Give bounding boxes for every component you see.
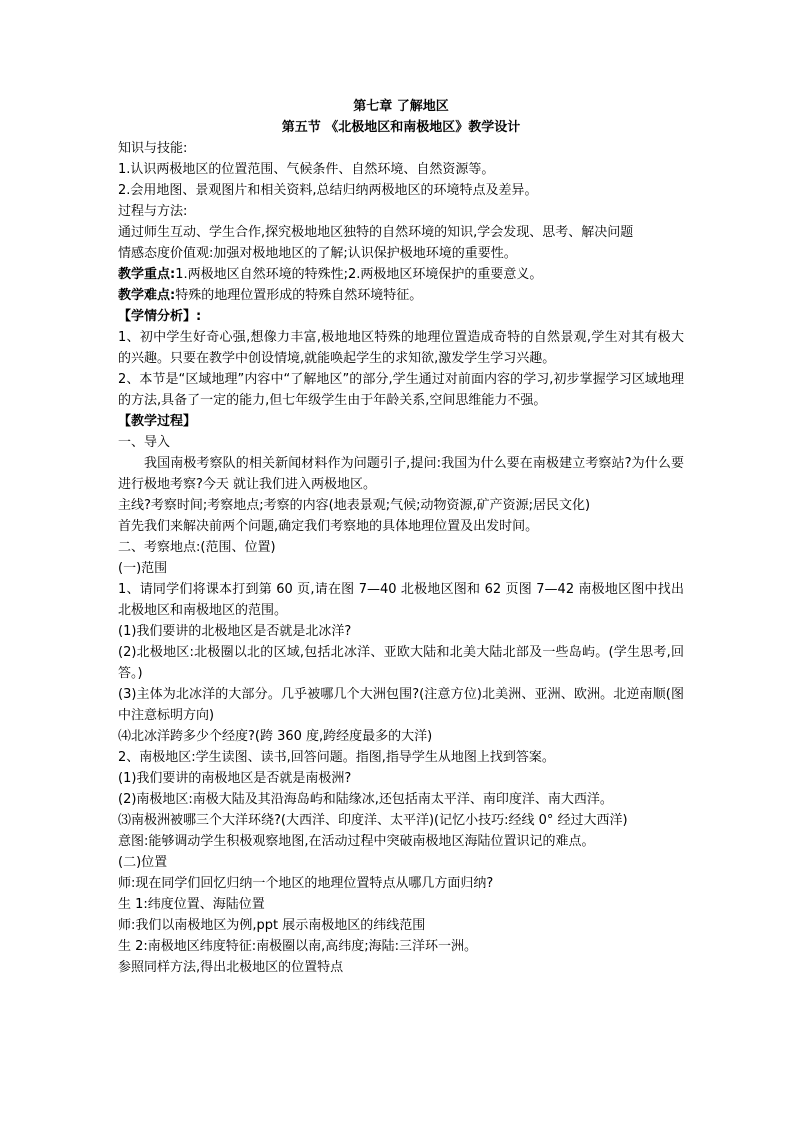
paragraph-text: 通过师生互动、学生合作,探究极地地区独特的自然环境的知识,学会发现、思考、解决问题 (118, 225, 634, 240)
paragraph (118, 915, 684, 936)
paragraph (118, 201, 684, 222)
paragraph-text: (一)范围 (118, 561, 168, 576)
paragraph-text: 参照同样方法,得出北极地区的位置特点 (118, 960, 344, 975)
paragraph (118, 411, 684, 432)
paragraph (118, 642, 684, 684)
paragraph (118, 789, 684, 810)
paragraph-text: (1)我们要讲的南极地区是否就是南极洲? (118, 771, 352, 786)
paragraph (118, 138, 684, 159)
paragraph-text: 知识与技能: (118, 141, 188, 156)
paragraph-text: 1、初中学生好奇心强,想像力丰富,极地地区特殊的地理位置造成奇特的自然景观,学生对其有极大的兴趣。只要在教学中创设情境,就能唤起学生的求知欲,激发学生学习兴趣。 (118, 330, 684, 366)
paragraph (118, 180, 684, 201)
paragraph-label: 教学重点: (118, 267, 176, 282)
paragraph-text: 一、导入 (118, 435, 171, 450)
paragraph (118, 936, 684, 957)
paragraph-text: (1)我们要讲的北极地区是否就是北冰洋? (118, 624, 352, 639)
paragraph-text: 二、考察地点:(范围、位置) (118, 540, 276, 555)
paragraph-text: 情感态度价值观:加强对极地地区的了解;认识保护极地环境的重要性。 (118, 246, 517, 261)
paragraph (118, 831, 684, 852)
paragraph (118, 894, 684, 915)
paragraph (118, 537, 684, 558)
paragraph-text: (二)位置 (118, 855, 168, 870)
paragraph-text: 生 1:纬度位置、海陆位置 (118, 897, 265, 912)
paragraph (118, 558, 684, 579)
paragraph-text: 2、南极地区:学生读图、读书,回答问题。指图,指导学生从地图上找到答案。 (118, 750, 555, 765)
paragraph-text: ⑷北冰洋跨多少个经度?(跨 360 度,跨经度最多的大洋) (118, 729, 433, 744)
paragraph (118, 327, 684, 369)
paragraph (118, 852, 684, 873)
paragraph-label: 教学难点: (118, 288, 176, 303)
paragraph (118, 222, 684, 243)
paragraph-text: 特殊的地理位置形成的特殊自然环境特征。 (175, 288, 423, 303)
document-body (118, 96, 684, 978)
paragraph (118, 873, 684, 894)
paragraph (118, 369, 684, 411)
paragraph-text: (2)北极地区:北极圈以北的区域,包括北冰洋、亚欧大陆和北美大陆北部及一些岛屿。(学生思考,回答。) (118, 645, 684, 681)
paragraph-text: 过程与方法: (118, 204, 188, 219)
paragraph-list (118, 138, 684, 978)
paragraph (118, 432, 684, 453)
paragraph-text: 1.两极地区自然环境的特殊性;2.两极地区环境保护的重要意义。 (175, 267, 543, 282)
paragraph-text: 1.认识两极地区的位置范围、气候条件、自然环境、自然资源等。 (118, 162, 495, 177)
paragraph (118, 747, 684, 768)
paragraph-text: 我国南极考察队的相关新闻材料作为问题引子,提问:我国为什么要在南极建立考察站?为什么要进行极地考察?今天 就让我们进入两极地区。 (118, 456, 684, 492)
paragraph (118, 453, 684, 495)
paragraph (118, 285, 684, 306)
paragraph (118, 306, 684, 327)
paragraph-text: 主线?考察时间;考察地点;考察的内容(地表景观;气候;动物资源,矿产资源;居民文化) (118, 498, 591, 513)
section-title: 第五节 《北极地区和南极地区》教学设计 (281, 120, 521, 135)
paragraph (118, 768, 684, 789)
paragraph (118, 621, 684, 642)
paragraph (118, 243, 684, 264)
paragraph (118, 516, 684, 537)
paragraph (118, 579, 684, 621)
paragraph-text: 2、本节是“区域地理”内容中“了解地区”的部分,学生通过对前面内容的学习,初步掌握学习区域地理的方法,具备了一定的能力,但七年级学生由于年龄关系,空间思维能力不强。 (118, 372, 684, 408)
paragraph (118, 957, 684, 978)
paragraph-label: 【学情分析】: (118, 309, 202, 324)
paragraph-text: 生 2:南极地区纬度特征:南极圈以南,高纬度;海陆:三洋环一洲。 (118, 939, 478, 954)
paragraph (118, 810, 684, 831)
paragraph-text: (2)南极地区:南极大陆及其沿海岛屿和陆缘冰,还包括南太平洋、南印度洋、南大西洋。 (118, 792, 613, 807)
paragraph (118, 684, 684, 726)
paragraph-text: 师:我们以南极地区为例,ppt 展示南极地区的纬线范围 (118, 918, 426, 933)
paragraph-text: ⑶南极洲被哪三个大洋环绕?(大西洋、印度洋、太平洋)(记忆小技巧:经线 0° 经过大西洋) (118, 813, 628, 828)
paragraph-text: 2.会用地图、景观图片和相关资料,总结归纳两极地区的环境特点及差异。 (118, 183, 538, 198)
paragraph-text: 意图:能够调动学生积极观察地图,在活动过程中突破南极地区海陆位置识记的难点。 (118, 834, 595, 849)
paragraph-text: 1、请同学们将课本打到第 60 页,请在图 7—40 北极地区图和 62 页图 7—42 南极地区图中找出北极地区和南极地区的范围。 (118, 582, 684, 618)
paragraph (118, 264, 684, 285)
paragraph-text: (3)主体为北冰洋的大部分。几乎被哪几个大洲包围?(注意方位)北美洲、亚洲、欧洲。北逆南顺(图中注意标明方向) (118, 687, 684, 723)
paragraph (118, 495, 684, 516)
paragraph-text: 首先我们来解决前两个问题,确定我们考察地的具体地理位置及出发时间。 (118, 519, 539, 534)
paragraph-text: 师:现在同学们回忆归纳一个地区的地理位置特点从哪几方面归纳? (118, 876, 494, 891)
paragraph (118, 726, 684, 747)
chapter-title: 第七章 了解地区 (353, 99, 449, 114)
paragraph (118, 159, 684, 180)
paragraph-label: 【教学过程】 (118, 414, 197, 429)
